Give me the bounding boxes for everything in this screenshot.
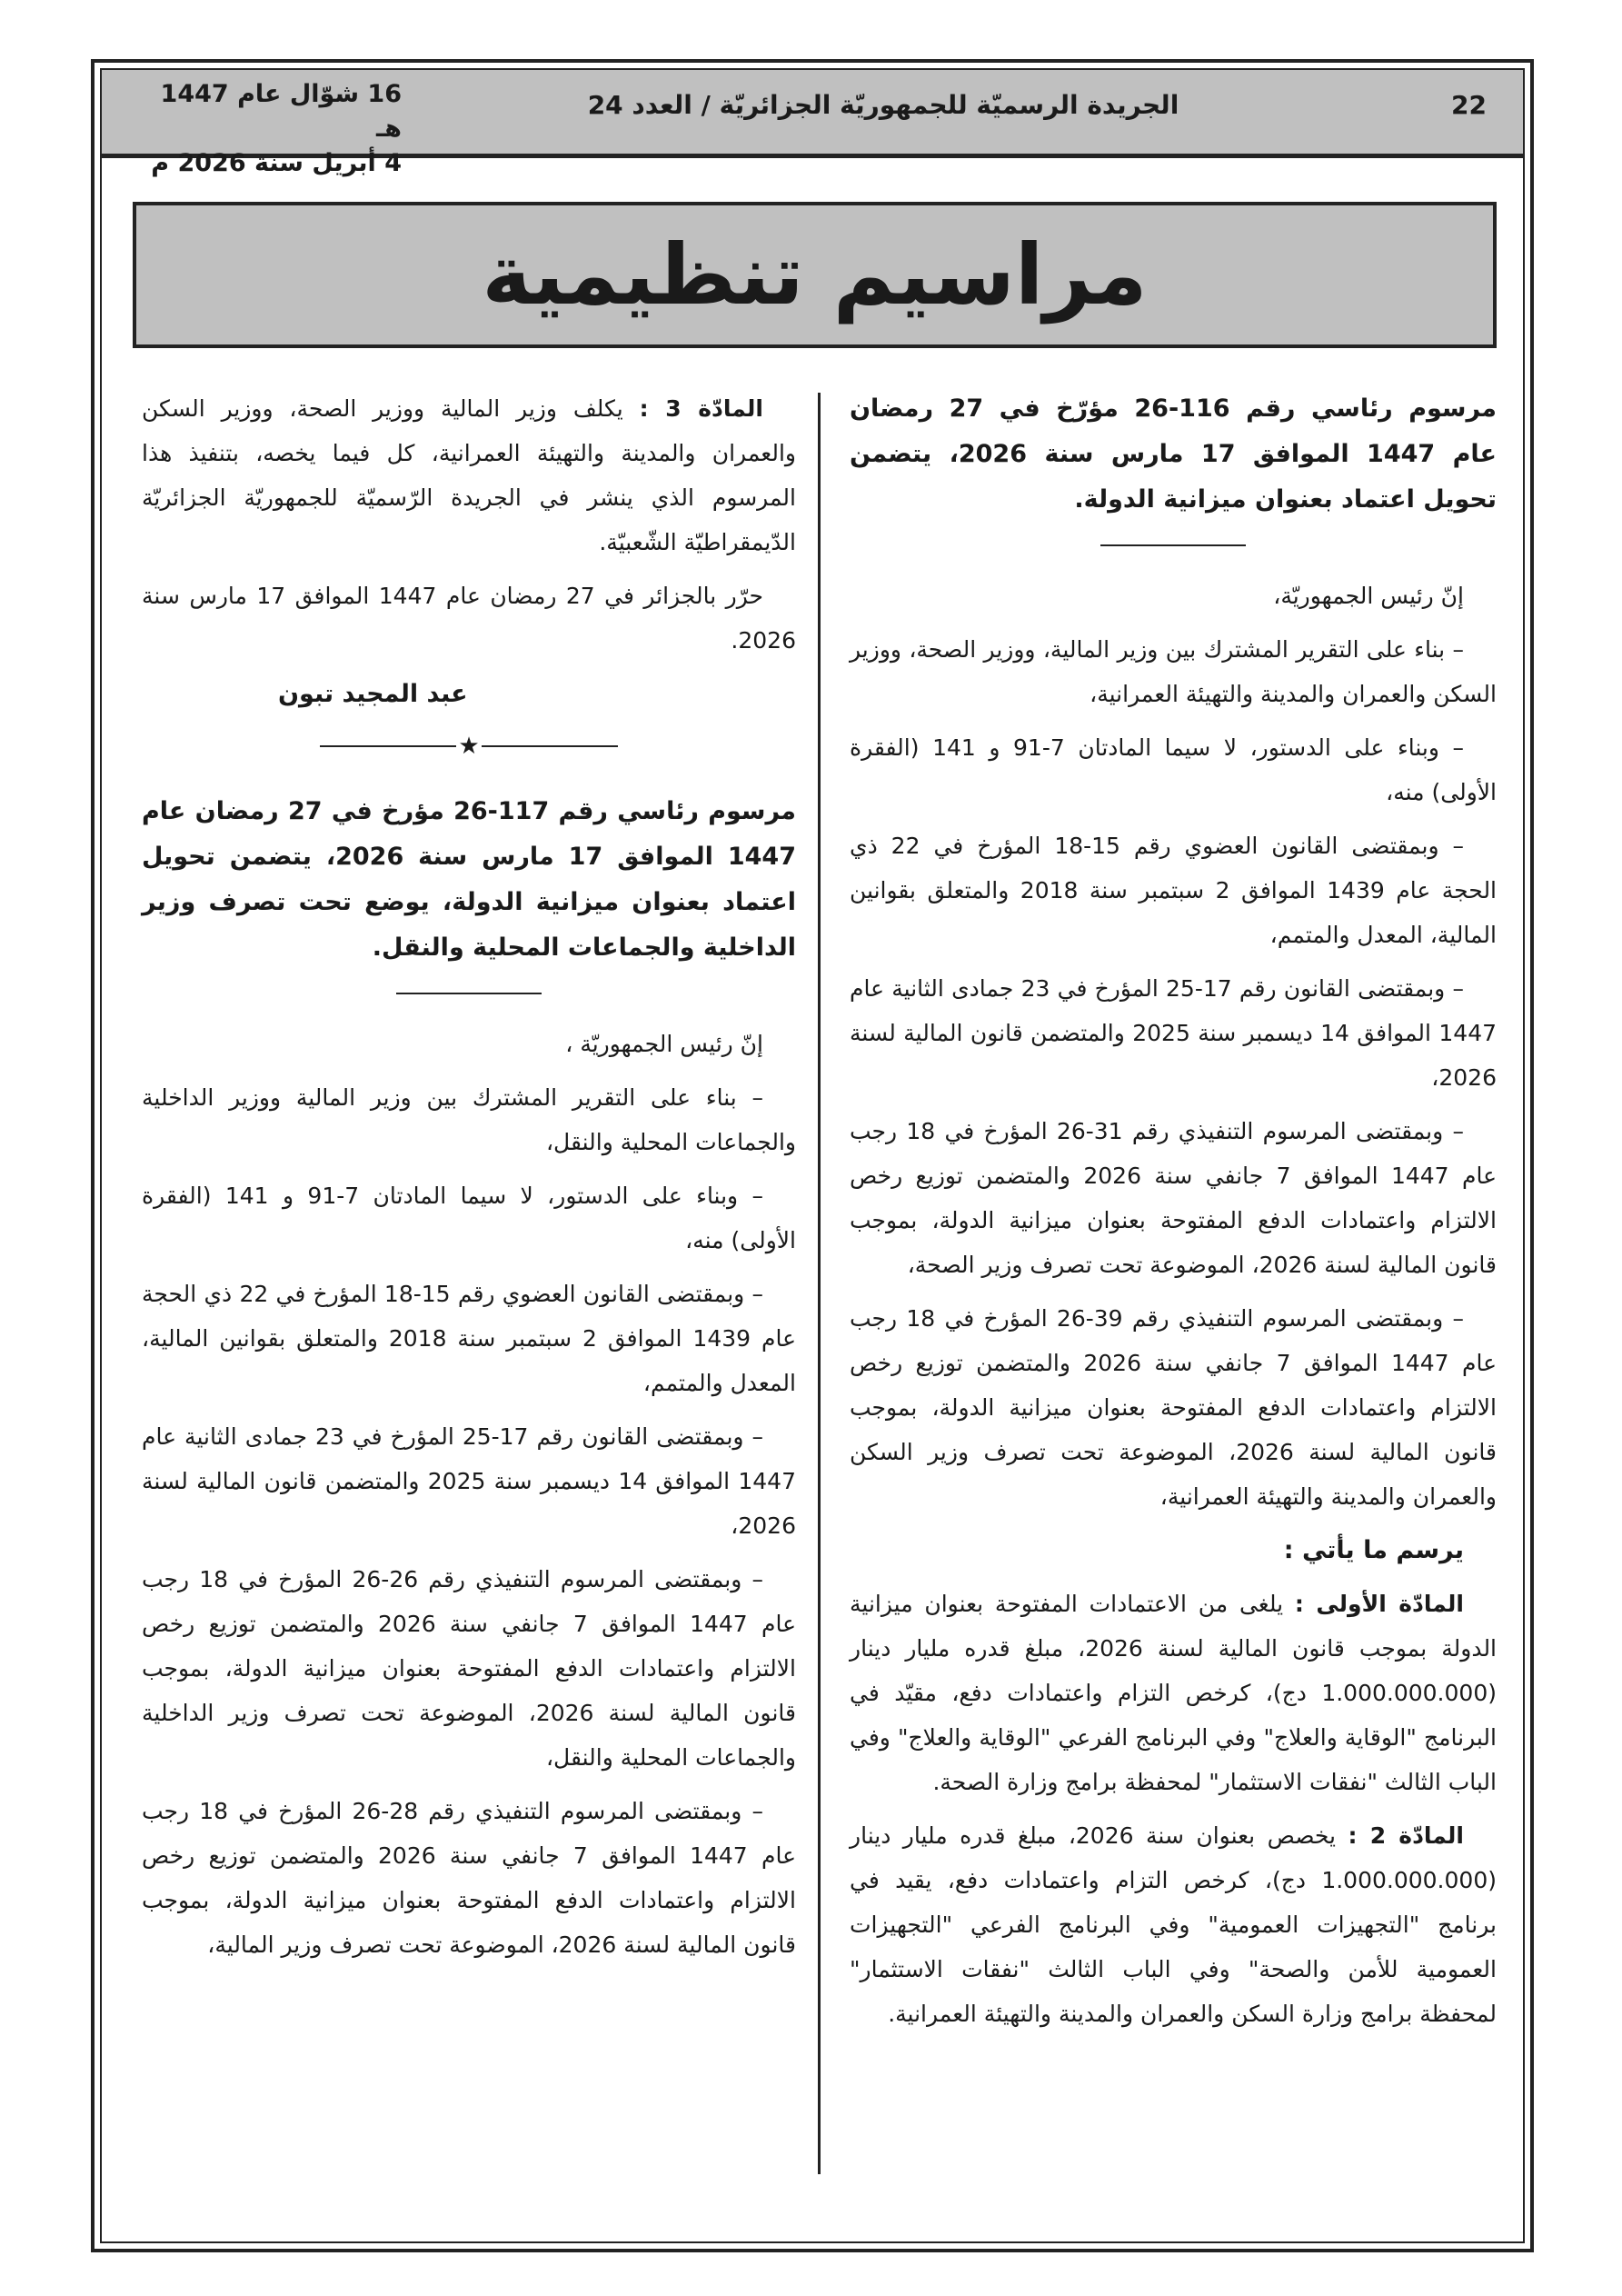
decrees-label: يرسم ما يأتي : xyxy=(1283,1536,1464,1564)
section-title-box xyxy=(133,202,1497,348)
decree1-title: مرسوم رئاسي رقم 116-26 مؤرّخ في 27 رمضان عام 1447 الموافق 17 مارس سنة 2026، يتضمن تحويل اعتماد بعنوان ميزانية الدولة. xyxy=(850,394,1497,514)
preamble-item: – وبناء على الدستور، لا سيما المادتان 7-91 و 141 (الفقرة الأولى) منه، xyxy=(142,1183,796,1253)
gazette-header xyxy=(102,70,1523,177)
preamble-item: – وبمقتضى المرسوم التنفيذي رقم 39-26 المؤرخ في 18 رجب عام 1447 الموافق 7 جانفي سنة 2026 والمتضمن توزيع رخص الالتزام واعتمادات الدفع المفتوحة بعنوان ميزانية الدولة، بموجب قانون المالية لسنة 2026، الموضوعة تحت تصرف وزير السكن والعمران والمدينة والتهيئة العمرانية، xyxy=(850,1305,1497,1510)
preamble-item: – وبمقتضى المرسوم التنفيذي رقم 28-26 المؤرخ في 18 رجب عام 1447 الموافق 7 جانفي سنة 2026 والمتضمن توزيع رخص الالتزام واعتمادات الدفع المفتوحة بعنوان ميزانية الدولة، بموجب قانون المالية لسنة 2026، الموضوعة تحت تصرف وزير المالية، xyxy=(142,1798,796,1958)
decree2-title: مرسوم رئاسي رقم 117-26 مؤرخ في 27 رمضان عام 1447 الموافق 17 مارس سنة 2026، يتضمن تحويل اعتماد بعنوان ميزانية الدولة، يوضع تحت تصرف وزير الداخلية والجماعات المحلية والنقل. xyxy=(142,797,796,962)
article-2-text: يخصص بعنوان سنة 2026، مبلغ قدره مليار دينار (1.000.000.000 دج)، كرخص التزام واعتمادات دفع، يقيد في برنامج "التجهيزات العمومية" وفي البرنامج الفرعي "التجهيزات العمومية للأمن والصحة" وفي الباب الثالث "نفقات الاستثمار" لمحفظة برامج وزارة السكن والعمران والمدينة والتهيئة العمرانية. xyxy=(850,1822,1497,2027)
issue-date xyxy=(129,77,402,181)
date-gregorian: 4 أبريل سنة 2026 م xyxy=(151,149,402,177)
preamble-item: – وبمقتضى المرسوم التنفيذي رقم 26-26 المؤرخ في 18 رجب عام 1447 الموافق 7 جانفي سنة 2026 والمتضمن توزيع رخص الالتزام واعتمادات الدفع المفتوحة بعنوان ميزانية الدولة، بموجب قانون المالية لسنة 2026، الموضوعة تحت تصرف وزير الداخلية والجماعات المحلية والنقل، xyxy=(142,1566,796,1771)
article-2-label: المادّة 2 : xyxy=(1348,1822,1465,1849)
done-at: حرّر بالجزائر في 27 رمضان عام 1447 الموافق 17 مارس سنة 2026. xyxy=(142,583,796,654)
preamble-item: – بناء على التقرير المشترك بين وزير المالية ووزير الداخلية والجماعات المحلية والنقل، xyxy=(142,1084,796,1155)
separator-line xyxy=(482,745,618,747)
right-column xyxy=(850,386,1497,2045)
column-divider xyxy=(818,393,821,2174)
star-separator xyxy=(142,734,796,758)
title-rule xyxy=(396,993,542,994)
article-2 xyxy=(850,1813,1497,2036)
article-1-label: المادّة الأولى : xyxy=(1294,1591,1464,1617)
article-1 xyxy=(850,1582,1497,1804)
date-hijri: 16 شوّال عام 1447 هـ xyxy=(160,80,402,143)
article-3-label: المادّة 3 : xyxy=(639,395,763,422)
article-3-text: يكلف وزير المالية ووزير الصحة، ووزير السكن والعمران والمدينة والتهيئة العمرانية، كل فيما يخصه، بتنفيذ هذا المرسوم الذي ينشر في الجريدة الرّسميّة للجمهوريّة الجزائريّة الدّيمقراطيّة الشّعبيّة. xyxy=(142,395,796,555)
page-number: 22 xyxy=(1451,90,1487,120)
left-column xyxy=(142,386,796,1976)
preamble-item: إنّ رئيس الجمهوريّة ، xyxy=(565,1031,763,1057)
star-icon: ★ xyxy=(458,733,480,760)
title-rule xyxy=(1100,544,1246,546)
preamble-item: – وبناء على الدستور، لا سيما المادتان 7-91 و 141 (الفقرة الأولى) منه، xyxy=(850,734,1497,805)
preamble-item: – وبمقتضى المرسوم التنفيذي رقم 31-26 المؤرخ في 18 رجب عام 1447 الموافق 7 جانفي سنة 2026 والمتضمن توزيع رخص الالتزام واعتمادات الدفع المفتوحة بعنوان ميزانية الدولة، بموجب قانون المالية لسنة 2026، الموضوعة تحت تصرف وزير الصحة، xyxy=(850,1118,1497,1278)
signatory: عبد المجيد تبون xyxy=(278,680,468,708)
preamble-item: – وبمقتضى القانون العضوي رقم 15-18 المؤرخ في 22 ذي الحجة عام 1439 الموافق 2 سبتمبر سنة 2018 والمتعلق بقوانين المالية، المعدل والمتمم، xyxy=(142,1281,796,1396)
section-title: مراسيم تنظيمية xyxy=(482,226,1148,324)
preamble-item: إنّ رئيس الجمهوريّة، xyxy=(1273,583,1464,609)
preamble-item: – بناء على التقرير المشترك بين وزير المالية، ووزير الصحة، ووزير السكن والعمران والمدينة والتهيئة العمرانية، xyxy=(850,636,1497,707)
preamble-item: – وبمقتضى القانون رقم 17-25 المؤرخ في 23 جمادى الثانية عام 1447 الموافق 14 ديسمبر سنة 2025 والمتضمن قانون المالية لسنة 2026، xyxy=(142,1423,796,1539)
separator-line xyxy=(320,745,456,747)
preamble-item: – وبمقتضى القانون رقم 17-25 المؤرخ في 23 جمادى الثانية عام 1447 الموافق 14 ديسمبر سنة 2025 والمتضمن قانون المالية لسنة 2026، xyxy=(850,975,1498,1091)
article-3 xyxy=(142,386,796,564)
gazette-title: الجريدة الرسميّة للجمهوريّة الجزائريّة / العدد 24 xyxy=(587,90,1179,120)
article-1-text: يلغى من الاعتمادات المفتوحة بعنوان ميزانية الدولة بموجب قانون المالية لسنة 2026، مبلغ قدره مليار دينار (1.000.000.000 دج)، كرخص التزام واعتمادات دفع، مقيّد في البرنامج "الوقاية والعلاج" وفي البرنامج الفرعي "الوقاية والعلاج" وفي الباب الثالث "نفقات الاستثمار" لمحفظة برامج وزارة الصحة. xyxy=(850,1591,1498,1795)
preamble-item: – وبمقتضى القانون العضوي رقم 15-18 المؤرخ في 22 ذي الحجة عام 1439 الموافق 2 سبتمبر سنة 2018 والمتعلق بقوانين المالية، المعدل والمتمم، xyxy=(850,833,1498,948)
